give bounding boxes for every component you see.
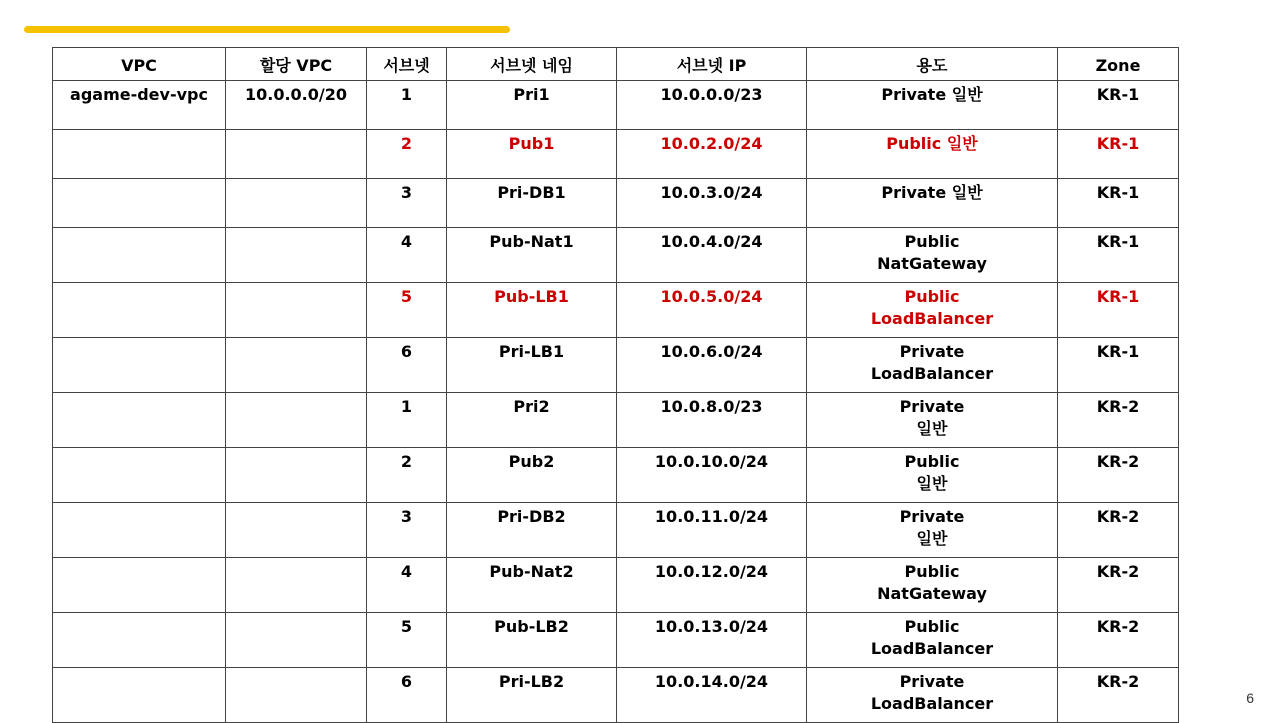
table-body bbox=[53, 81, 1179, 723]
cell-vpc bbox=[53, 228, 226, 283]
cell-purpose: Public NatGateway bbox=[807, 558, 1058, 613]
cell-zone: KR-1 bbox=[1058, 130, 1179, 179]
cell-subnet-ip: 10.0.10.0/24 bbox=[617, 448, 807, 503]
header-purpose: 용도 bbox=[807, 48, 1058, 81]
header-zone: Zone bbox=[1058, 48, 1179, 81]
cell-subnet-name: Pri2 bbox=[447, 393, 617, 448]
cell-subnet-number: 6 bbox=[367, 668, 447, 723]
table-row bbox=[53, 668, 1179, 723]
cell-allocated-vpc bbox=[226, 393, 367, 448]
accent-bar bbox=[24, 26, 510, 33]
cell-subnet-number: 4 bbox=[367, 228, 447, 283]
cell-subnet-number: 3 bbox=[367, 179, 447, 228]
cell-allocated-vpc: 10.0.0.0/20 bbox=[226, 81, 367, 130]
cell-vpc: agame-dev-vpc bbox=[53, 81, 226, 130]
cell-vpc bbox=[53, 503, 226, 558]
cell-subnet-name: Pri-DB1 bbox=[447, 179, 617, 228]
cell-purpose: Public 일반 bbox=[807, 448, 1058, 503]
cell-purpose: Public LoadBalancer bbox=[807, 613, 1058, 668]
cell-vpc bbox=[53, 393, 226, 448]
table-row bbox=[53, 613, 1179, 668]
subnet-table bbox=[52, 47, 1179, 723]
cell-subnet-number: 1 bbox=[367, 81, 447, 130]
header-allocated-vpc: 할당 VPC bbox=[226, 48, 367, 81]
cell-subnet-ip: 10.0.6.0/24 bbox=[617, 338, 807, 393]
cell-vpc bbox=[53, 558, 226, 613]
cell-zone: KR-1 bbox=[1058, 179, 1179, 228]
cell-zone: KR-2 bbox=[1058, 558, 1179, 613]
cell-purpose: Private 일반 bbox=[807, 503, 1058, 558]
cell-purpose: Private LoadBalancer bbox=[807, 668, 1058, 723]
cell-subnet-number: 5 bbox=[367, 283, 447, 338]
cell-subnet-ip: 10.0.2.0/24 bbox=[617, 130, 807, 179]
table-row bbox=[53, 81, 1179, 130]
table-row bbox=[53, 130, 1179, 179]
table-row bbox=[53, 338, 1179, 393]
cell-subnet-ip: 10.0.4.0/24 bbox=[617, 228, 807, 283]
cell-subnet-name: Pub2 bbox=[447, 448, 617, 503]
cell-purpose: Public 일반 bbox=[807, 130, 1058, 179]
header-subnet-name: 서브넷 네임 bbox=[447, 48, 617, 81]
cell-subnet-name: Pri-LB2 bbox=[447, 668, 617, 723]
table-row bbox=[53, 283, 1179, 338]
cell-subnet-name: Pub-Nat1 bbox=[447, 228, 617, 283]
cell-vpc bbox=[53, 179, 226, 228]
cell-vpc bbox=[53, 613, 226, 668]
cell-subnet-name: Pri-DB2 bbox=[447, 503, 617, 558]
cell-subnet-ip: 10.0.12.0/24 bbox=[617, 558, 807, 613]
cell-zone: KR-2 bbox=[1058, 613, 1179, 668]
cell-vpc bbox=[53, 338, 226, 393]
cell-purpose: Private 일반 bbox=[807, 179, 1058, 228]
cell-subnet-ip: 10.0.8.0/23 bbox=[617, 393, 807, 448]
cell-zone: KR-2 bbox=[1058, 393, 1179, 448]
cell-zone: KR-1 bbox=[1058, 338, 1179, 393]
cell-subnet-name: Pri1 bbox=[447, 81, 617, 130]
table-row bbox=[53, 558, 1179, 613]
header-subnet-ip: 서브넷 IP bbox=[617, 48, 807, 81]
table-row bbox=[53, 228, 1179, 283]
cell-subnet-name: Pub1 bbox=[447, 130, 617, 179]
cell-subnet-ip: 10.0.3.0/24 bbox=[617, 179, 807, 228]
cell-allocated-vpc bbox=[226, 558, 367, 613]
cell-zone: KR-1 bbox=[1058, 283, 1179, 338]
cell-purpose: Private 일반 bbox=[807, 81, 1058, 130]
cell-subnet-ip: 10.0.5.0/24 bbox=[617, 283, 807, 338]
cell-purpose: Public NatGateway bbox=[807, 228, 1058, 283]
cell-zone: KR-2 bbox=[1058, 448, 1179, 503]
cell-zone: KR-2 bbox=[1058, 668, 1179, 723]
cell-subnet-ip: 10.0.14.0/24 bbox=[617, 668, 807, 723]
table-header-row bbox=[53, 48, 1179, 81]
cell-subnet-ip: 10.0.11.0/24 bbox=[617, 503, 807, 558]
cell-allocated-vpc bbox=[226, 228, 367, 283]
cell-subnet-name: Pub-LB1 bbox=[447, 283, 617, 338]
cell-vpc bbox=[53, 668, 226, 723]
header-vpc: VPC bbox=[53, 48, 226, 81]
cell-zone: KR-1 bbox=[1058, 81, 1179, 130]
cell-vpc bbox=[53, 283, 226, 338]
cell-allocated-vpc bbox=[226, 338, 367, 393]
cell-zone: KR-2 bbox=[1058, 503, 1179, 558]
cell-purpose: Private LoadBalancer bbox=[807, 338, 1058, 393]
table-row bbox=[53, 393, 1179, 448]
cell-allocated-vpc bbox=[226, 179, 367, 228]
cell-subnet-name: Pri-LB1 bbox=[447, 338, 617, 393]
cell-vpc bbox=[53, 448, 226, 503]
cell-allocated-vpc bbox=[226, 613, 367, 668]
cell-subnet-ip: 10.0.13.0/24 bbox=[617, 613, 807, 668]
cell-allocated-vpc bbox=[226, 668, 367, 723]
cell-zone: KR-1 bbox=[1058, 228, 1179, 283]
cell-subnet-number: 6 bbox=[367, 338, 447, 393]
cell-purpose: Public LoadBalancer bbox=[807, 283, 1058, 338]
cell-allocated-vpc bbox=[226, 130, 367, 179]
cell-subnet-number: 3 bbox=[367, 503, 447, 558]
cell-allocated-vpc bbox=[226, 283, 367, 338]
cell-subnet-number: 1 bbox=[367, 393, 447, 448]
cell-subnet-number: 2 bbox=[367, 130, 447, 179]
cell-subnet-number: 5 bbox=[367, 613, 447, 668]
cell-allocated-vpc bbox=[226, 503, 367, 558]
cell-subnet-number: 4 bbox=[367, 558, 447, 613]
table-row bbox=[53, 503, 1179, 558]
header-subnet: 서브넷 bbox=[367, 48, 447, 81]
cell-subnet-name: Pub-LB2 bbox=[447, 613, 617, 668]
cell-subnet-name: Pub-Nat2 bbox=[447, 558, 617, 613]
page-number: 6 bbox=[1246, 690, 1254, 706]
table-row bbox=[53, 179, 1179, 228]
cell-subnet-ip: 10.0.0.0/23 bbox=[617, 81, 807, 130]
cell-vpc bbox=[53, 130, 226, 179]
cell-purpose: Private 일반 bbox=[807, 393, 1058, 448]
cell-subnet-number: 2 bbox=[367, 448, 447, 503]
cell-allocated-vpc bbox=[226, 448, 367, 503]
table-row bbox=[53, 448, 1179, 503]
